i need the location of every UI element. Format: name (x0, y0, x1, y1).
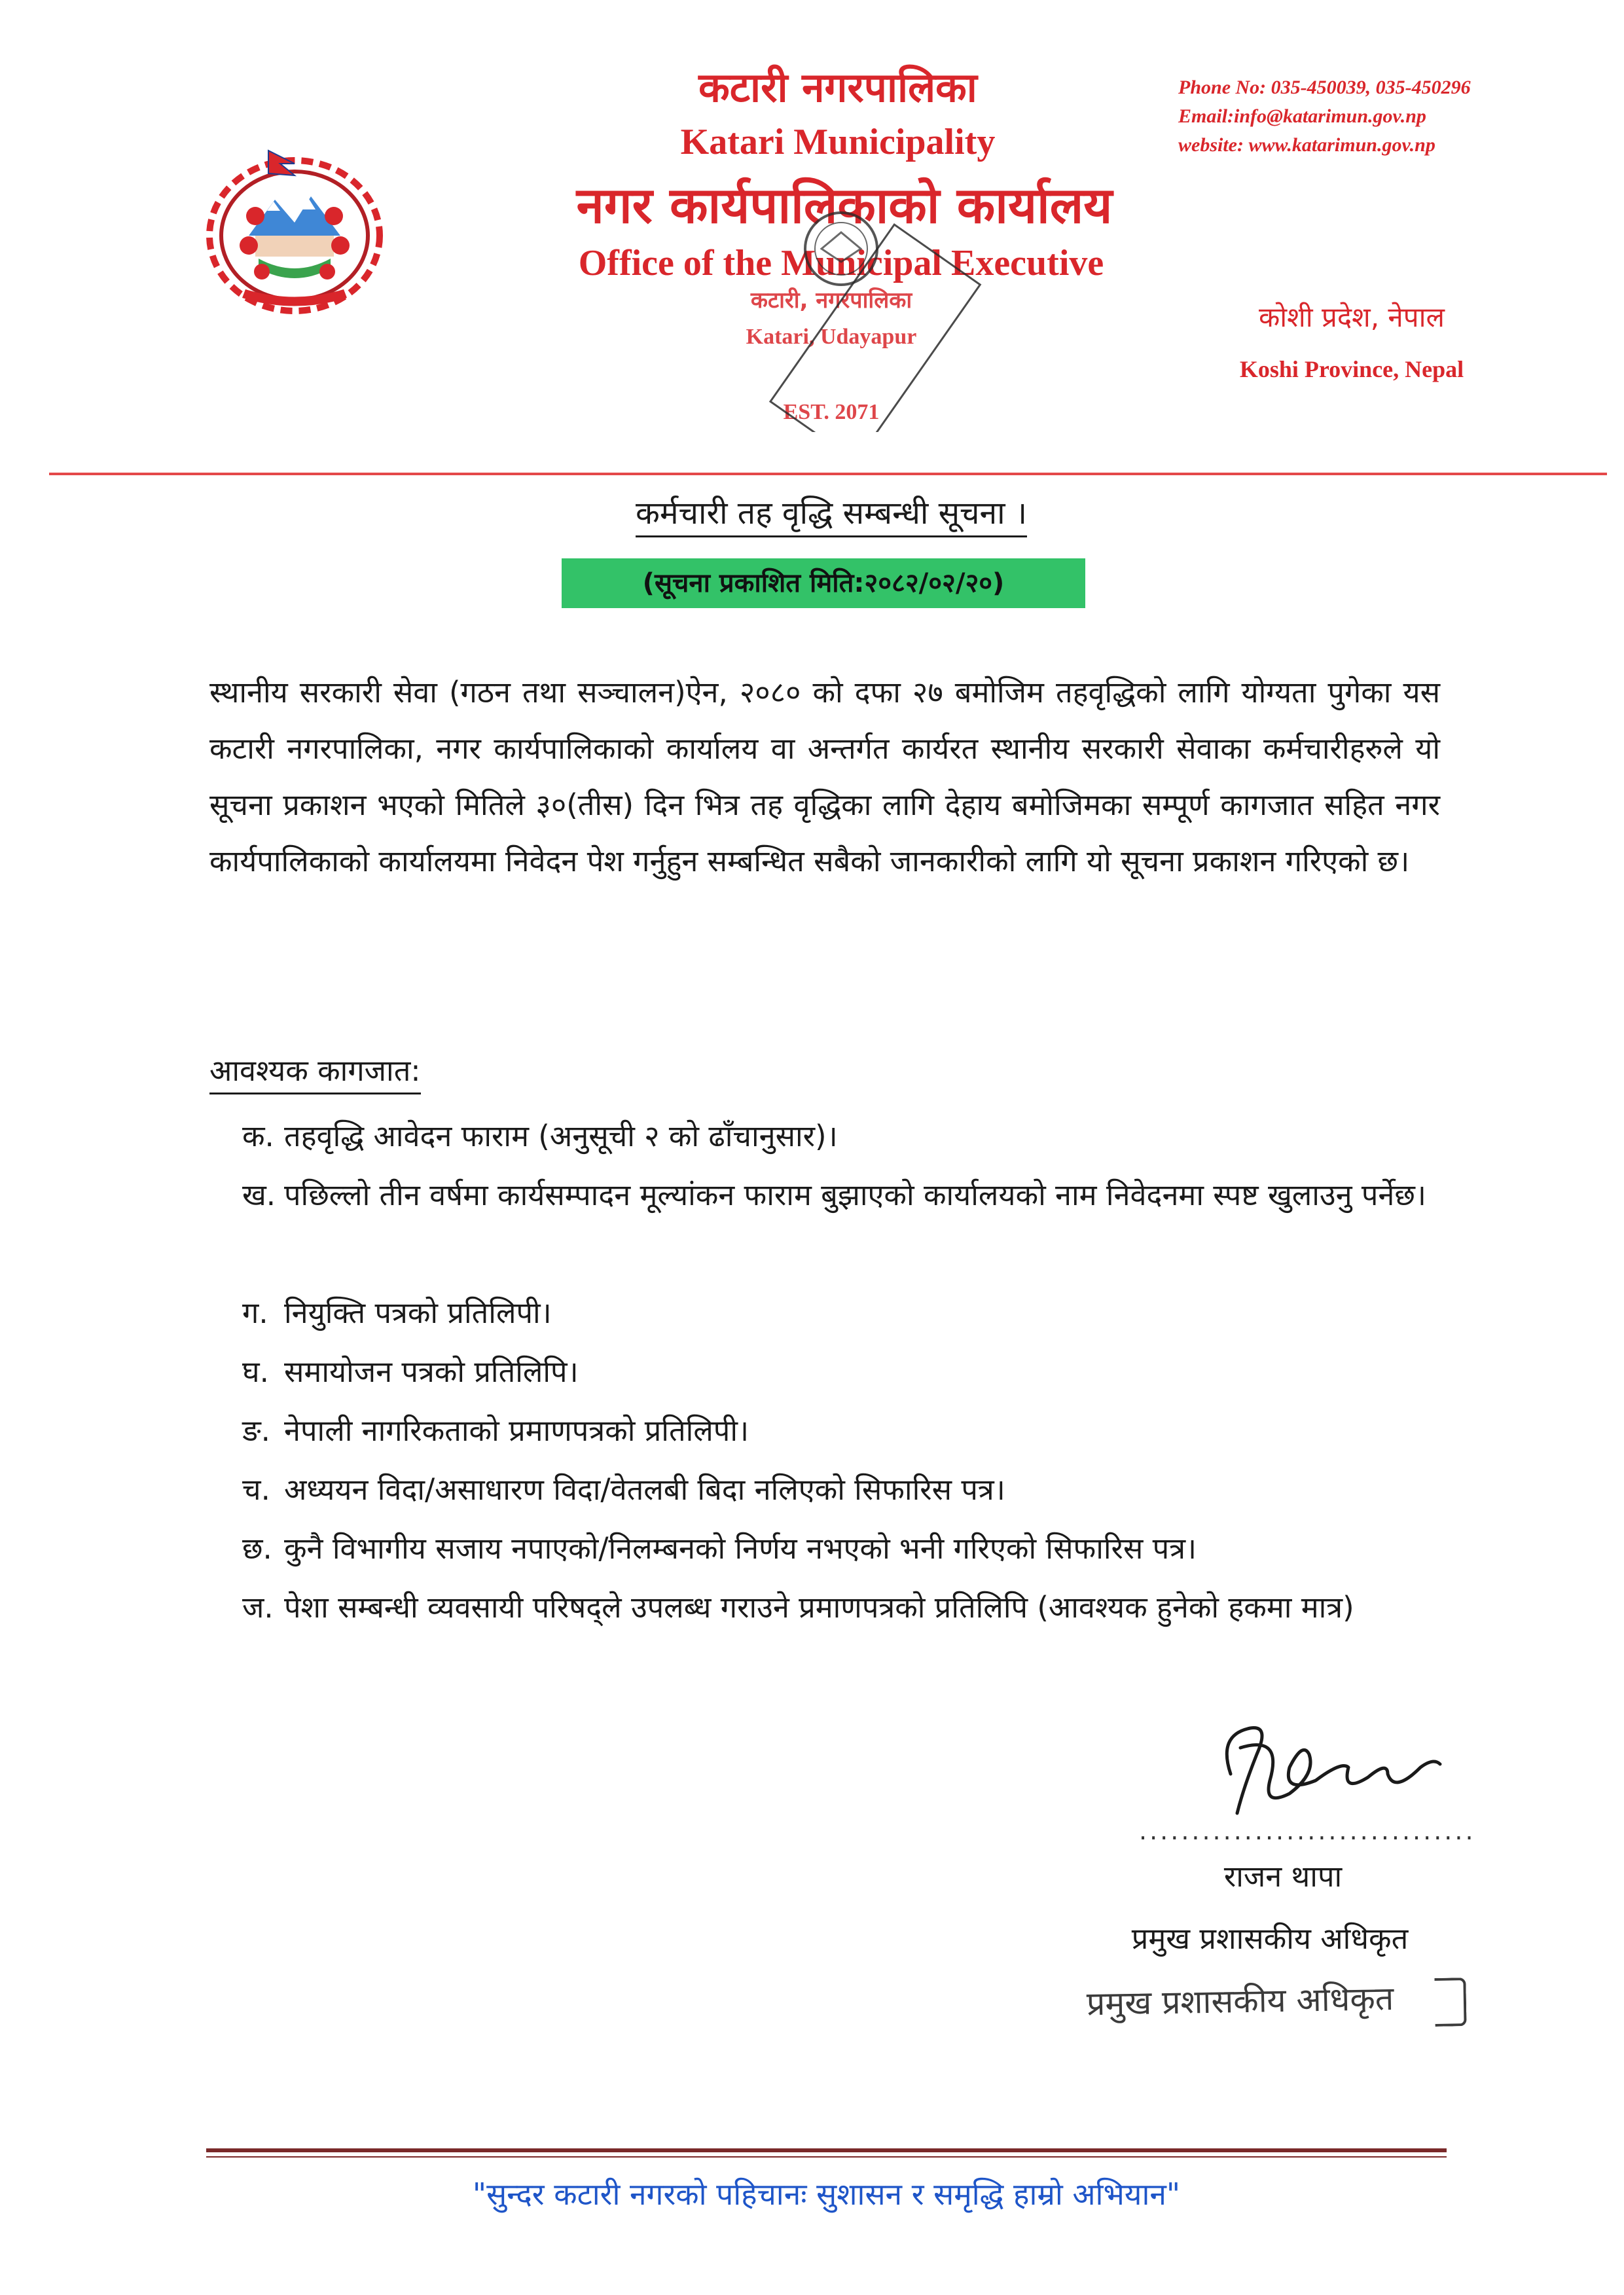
footer-divider (206, 2148, 1447, 2152)
stamp-border (1434, 1978, 1466, 2027)
document-text: समायोजन पत्रको प्रतिलिपि। (284, 1354, 579, 1389)
website-link: website: www.katarimun.gov.np (1178, 134, 1435, 156)
document-marker: घ. (242, 1354, 269, 1389)
notice-title-text: कर्मचारी तह वृद्धि सम्बन्धी सूचना । (636, 495, 1027, 537)
signatory-name: राजन थापा (1223, 1859, 1343, 1894)
document-item (242, 1108, 1440, 1165)
document-item (242, 1580, 1440, 1636)
phone-numbers: Phone No: 035-450039, 035-450296 (1178, 77, 1471, 98)
signature-line: ................................ (1139, 1816, 1476, 1845)
province-nepali: कोशी प्रदेश, नेपाल (1259, 301, 1445, 333)
office-name-english: Office of the Municipal Executive (578, 243, 1104, 283)
document-text: नियुक्ति पत्रको प्रतिलिपी। (284, 1295, 552, 1330)
handwritten-signature (1191, 1695, 1466, 1833)
document-marker: च. (242, 1472, 270, 1507)
required-documents-heading: आवश्यक कागजात: (209, 1050, 421, 1094)
document-marker: ग. (242, 1295, 268, 1330)
municipality-name-english: Katari Municipality (680, 122, 996, 162)
office-name-nepali: नगर कार्यपालिकाको कार्यालय (576, 176, 1113, 234)
header-divider (49, 473, 1607, 475)
document-text: अध्ययन विदा/असाधारण विदा/वेतलबी बिदा नलिएको सिफारिस पत्र। (284, 1472, 1005, 1507)
notice-title (543, 491, 1119, 533)
document-item (242, 1285, 1440, 1341)
stamp-line-2: Katari, Udayapur (746, 325, 917, 349)
document-item (242, 1167, 1440, 1223)
document-text: नेपाली नागरिकताको प्रमाणपत्रको प्रतिलिपी। (284, 1413, 749, 1448)
designation-stamp (1086, 1974, 1479, 2035)
municipality-name-nepali: कटारी नगरपालिका (698, 63, 977, 111)
document-marker: छ. (242, 1531, 272, 1566)
document-marker: ख. (242, 1178, 276, 1212)
contact-info (1178, 73, 1584, 160)
document-marker: ङ. (242, 1413, 270, 1448)
document-item (242, 1344, 1440, 1400)
document-text: पछिल्लो तीन वर्षमा कार्यसम्पादन मूल्यांकन फाराम बुझाएको कार्यालयको नाम निवेदनमा स्पष्ट खुलाउनु पर्नेछ। (284, 1178, 1426, 1212)
province-english: Koshi Province, Nepal (1239, 356, 1464, 382)
office-stamp (681, 209, 995, 432)
footer-divider-thin (206, 2156, 1447, 2158)
published-date-badge: (सूचना प्रकाशित मिति:२०८२/०२/२०) (562, 558, 1085, 608)
document-item (242, 1462, 1440, 1518)
email-address: Email:info@katarimun.gov.np (1178, 105, 1426, 127)
document-marker: क. (242, 1119, 274, 1153)
nepal-emblem-icon (196, 137, 393, 321)
signatory-title: प्रमुख प्रशासकीय अधिकृत (1131, 1921, 1409, 1956)
document-text: तहवृद्धि आवेदन फाराम (अनुसूची २ को ढाँचानुसार)। (284, 1119, 838, 1153)
document-item (242, 1521, 1440, 1577)
document-item (242, 1403, 1440, 1459)
document-text: कुनै विभागीय सजाय नपाएको/निलम्बनको निर्णय नभएको भनी गरिएको सिफारिस पत्र। (284, 1531, 1197, 1566)
stamp-line-1: कटारी, नगरपालिका (750, 287, 912, 314)
stamp-line-3: EST. 2071 (783, 400, 880, 424)
designation-stamp-text: प्रमुख प्रशासकीय अधिकृत (1086, 1979, 1394, 2023)
document-text: पेशा सम्बन्धी व्यवसायी परिषद्ले उपलब्ध गराउने प्रमाणपत्रको प्रतिलिपि (आवश्यक हुनेको हकमा मात्र) (284, 1590, 1354, 1625)
notice-body-paragraph: स्थानीय सरकारी सेवा (गठन तथा सञ्चालन)ऐन, २०८० को दफा २७ बमोजिम तहवृद्धिको लागि योग्यता पुगेका यस कटारी नगरपालिका, नगर कार्यपालिकाको कार्यालय वा अन्तर्गत कार्यरत स्थानीय सरकारी सेवाका कर्मचारीहरुले यो सूचना प्रकाशन भएको मितिले ३०(तीस) दिन भित्र तह वृद्धिका लागि देहाय बमोजिमका सम्पूर्ण कागजात सहित नगर कार्यपालिकाको कार्यालयमा निवेदन पेश गर्नुहुन सम्बन्धित सबैको जानकारीको लागि यो सूचना प्रकाशन गरिएको छ। (209, 675, 1440, 878)
footer-slogan: "सुन्दर कटारी नगरको पहिचानः सुशासन र समृद्धि हाम्रो अभियान" (472, 2177, 1181, 2212)
document-marker: ज. (242, 1590, 274, 1625)
